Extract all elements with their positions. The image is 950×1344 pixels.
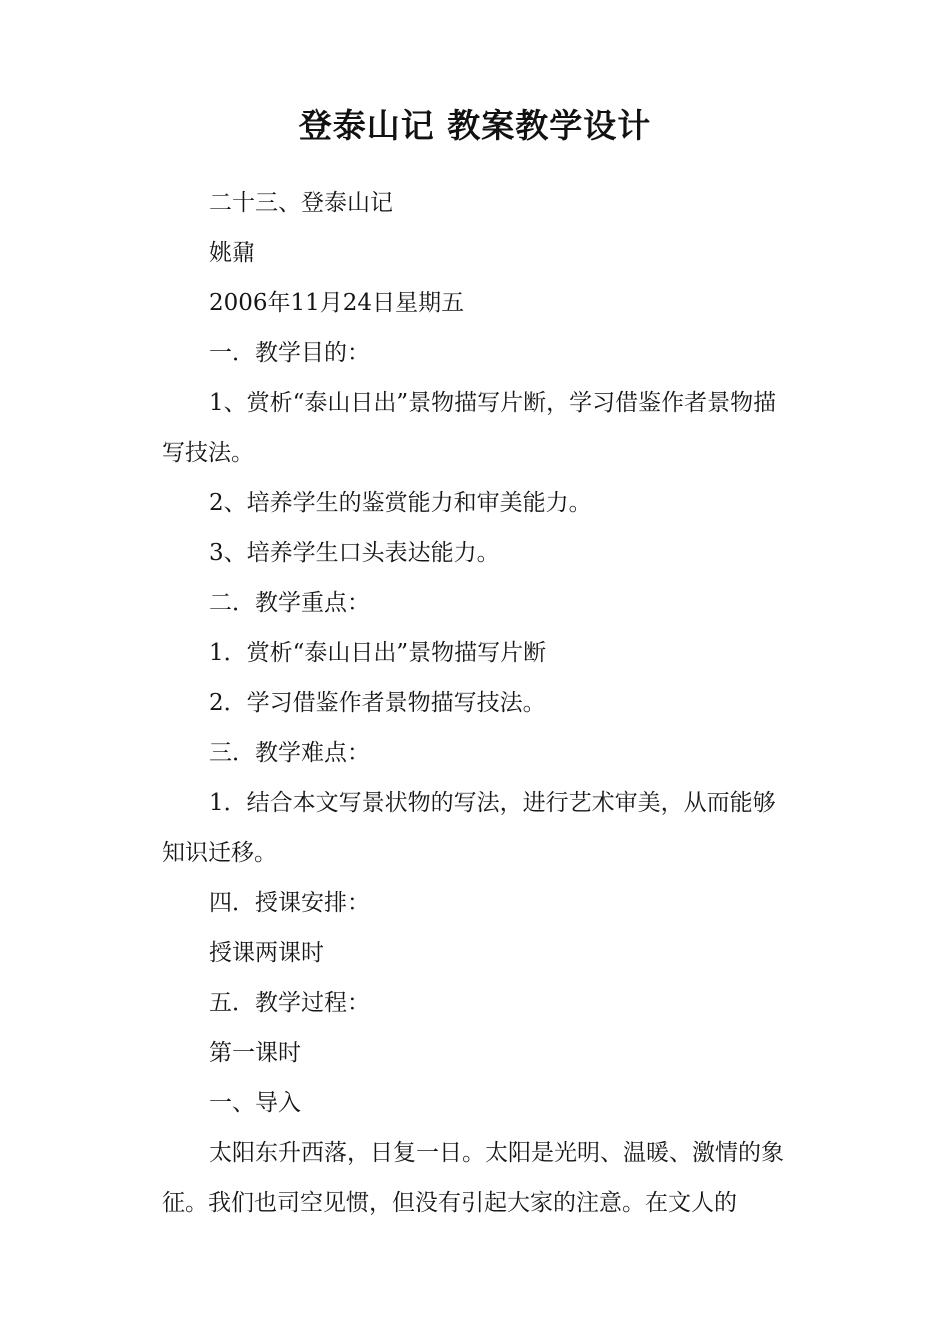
key-point-item-1: 1．赏析“泰山日出”景物描写片断 <box>209 640 547 666</box>
objective-item-3: 3、培养学生口头表达能力。 <box>209 540 500 566</box>
section-heading-process: 五．教学过程： <box>209 990 370 1016</box>
key-point-item-2: 2．学习借鉴作者景物描写技法。 <box>209 690 546 716</box>
lesson-heading: 二十三、登泰山记 <box>209 190 393 216</box>
objective-item-1: 1、赏析“泰山日出”景物描写片断，学习借鉴作者景物描写技法。 <box>162 390 777 466</box>
difficulty-item-1: 1．结合本文写景状物的写法，进行艺术审美，从而能够知识迁移。 <box>162 790 776 866</box>
introduction-paragraph: 太阳东升西落，日复一日。太阳是光明、温暖、激情的象征。我们也司空见惯，但没有引起大家的注意。在文人的 <box>162 1140 784 1216</box>
lesson-date: 2006年11月24日星期五 <box>209 290 465 316</box>
objective-item-2: 2、培养学生的鉴赏能力和审美能力。 <box>209 490 592 516</box>
schedule-text: 授课两课时 <box>209 940 324 966</box>
section-heading-key-points: 二．教学重点： <box>209 590 370 616</box>
section-heading-objectives: 一．教学目的： <box>209 340 370 366</box>
document-body <box>162 178 792 1228</box>
author-name: 姚鼐 <box>209 240 255 266</box>
document-title: 登泰山记 教案教学设计 <box>298 106 652 145</box>
section-heading-difficulties: 三．教学难点： <box>209 740 370 766</box>
introduction-heading: 一、导入 <box>209 1090 301 1116</box>
section-heading-schedule: 四．授课安排： <box>209 890 370 916</box>
first-lesson-heading: 第一课时 <box>209 1040 301 1066</box>
